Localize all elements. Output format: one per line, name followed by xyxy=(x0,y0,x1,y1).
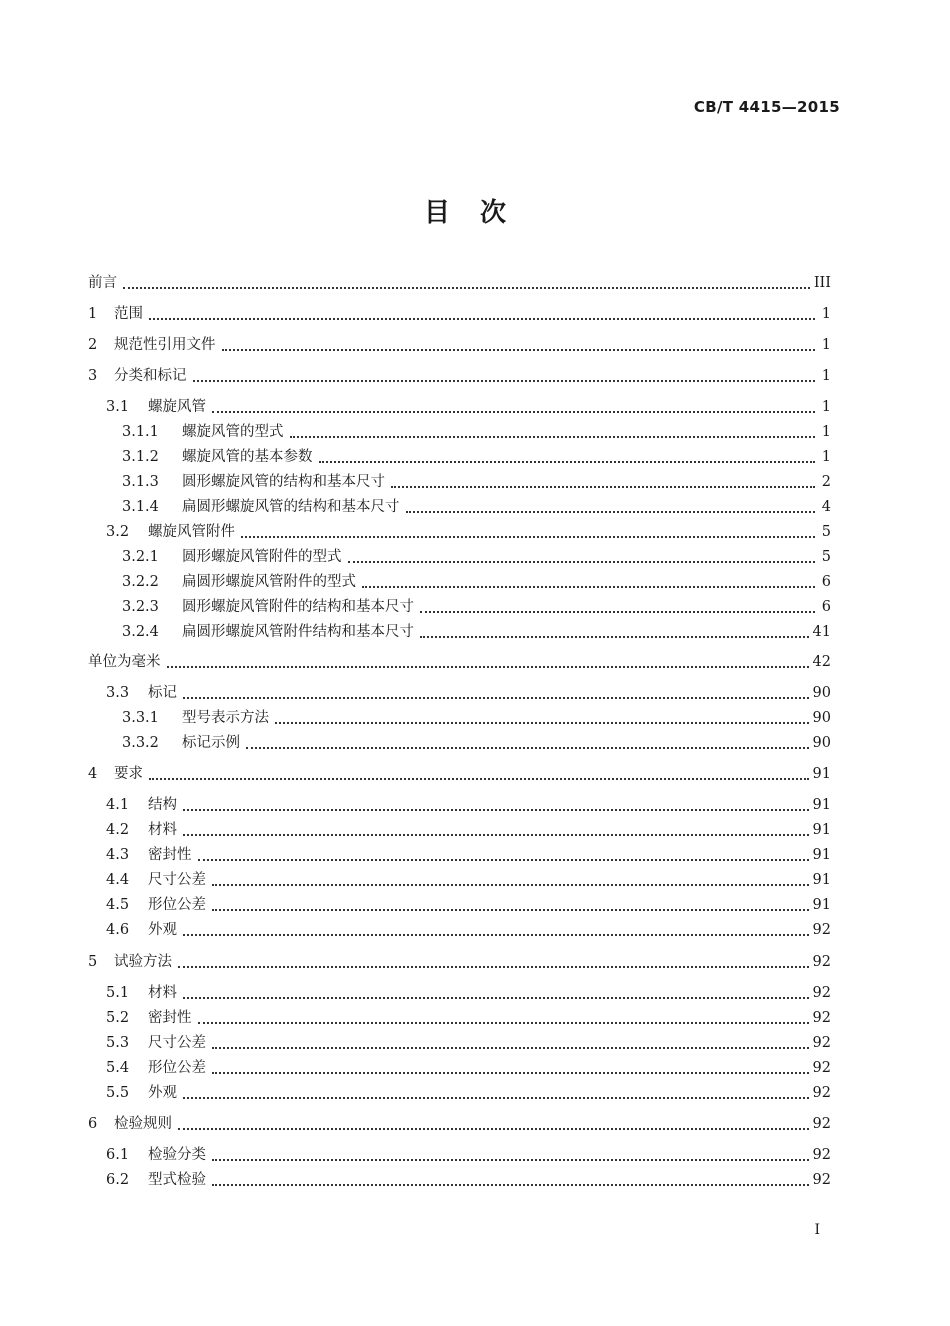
toc-entry[interactable] xyxy=(88,569,831,592)
toc-entry[interactable] xyxy=(88,842,831,865)
dot-leader xyxy=(420,621,809,638)
toc-entry-label: 螺旋风管 xyxy=(148,398,206,415)
toc-entry[interactable] xyxy=(88,730,831,753)
toc-entry-page: 4 xyxy=(821,498,831,515)
toc-entry[interactable] xyxy=(88,892,831,915)
toc-entry-label: 结构 xyxy=(148,796,177,813)
toc-entry[interactable] xyxy=(88,519,831,542)
toc-entry-page: 1 xyxy=(821,448,831,465)
toc-entry-label: 密封性 xyxy=(148,1009,192,1026)
toc-entry-number: 3.1.1 xyxy=(122,423,159,440)
toc-entry-page: 5 xyxy=(821,548,831,565)
dot-leader xyxy=(212,869,809,886)
dot-leader xyxy=(406,496,816,513)
toc-entry-number: 6.1 xyxy=(106,1146,130,1163)
toc-entry-number: 4.2 xyxy=(106,821,130,838)
dot-leader xyxy=(275,707,809,724)
toc-entry-page: 92 xyxy=(812,921,831,938)
dot-leader xyxy=(167,651,809,668)
toc-entry-page: 91 xyxy=(812,871,831,888)
dot-leader xyxy=(183,982,809,999)
dot-leader xyxy=(212,1032,809,1049)
toc-entry-number: 4.4 xyxy=(106,871,130,888)
toc-entry[interactable] xyxy=(88,680,831,703)
toc-entry-label: 分类和标记 xyxy=(114,367,187,384)
toc-entry-label: 圆形螺旋风管附件的结构和基本尺寸 xyxy=(182,598,414,615)
toc-entry[interactable] xyxy=(88,270,831,293)
toc-entry[interactable] xyxy=(88,1005,831,1028)
dot-leader xyxy=(212,396,815,413)
dot-leader xyxy=(319,446,816,463)
toc-entry-page: 92 xyxy=(812,1059,831,1076)
toc-entry-label: 材料 xyxy=(148,984,177,1001)
toc-entry-number: 4 xyxy=(88,765,98,782)
dot-leader xyxy=(391,471,815,488)
toc-entry-number: 3.2.1 xyxy=(122,548,159,565)
toc-entry-page: 92 xyxy=(812,1171,831,1188)
page-title: 目次 xyxy=(423,198,536,228)
toc-entry-label: 外观 xyxy=(148,921,177,938)
dot-leader xyxy=(183,794,809,811)
toc-entry-label: 螺旋风管附件 xyxy=(148,523,235,540)
toc-entry-number: 4.1 xyxy=(106,796,130,813)
toc-entry-number: 5.2 xyxy=(106,1009,130,1026)
dot-leader xyxy=(198,1007,809,1024)
toc-entry-number: 1 xyxy=(88,305,98,322)
toc-entry-label: 螺旋风管的型式 xyxy=(182,423,284,440)
toc-entry-page: 92 xyxy=(812,984,831,1001)
toc-entry[interactable] xyxy=(88,705,831,728)
toc-entry-number: 3.1.4 xyxy=(122,498,159,515)
toc-entry[interactable] xyxy=(88,444,831,467)
toc-entry[interactable] xyxy=(88,1080,831,1103)
toc-entry-page: 6 xyxy=(821,573,831,590)
toc-entry[interactable] xyxy=(88,301,831,324)
toc-entry-page: 5 xyxy=(821,523,831,540)
toc-entry-number: 3.2.3 xyxy=(122,598,159,615)
toc-entry[interactable] xyxy=(88,332,831,355)
toc-entry-number: 3.3.1 xyxy=(122,709,159,726)
toc-entry-label: 型号表示方法 xyxy=(182,709,269,726)
toc-entry-label: 范围 xyxy=(114,305,143,322)
toc-entry-number: 6 xyxy=(88,1115,98,1132)
toc-entry-label: 标记示例 xyxy=(182,734,240,751)
toc-entry-label: 检验分类 xyxy=(148,1146,206,1163)
toc-entry[interactable] xyxy=(88,649,831,672)
toc-entry[interactable] xyxy=(88,619,831,642)
toc-entry[interactable] xyxy=(88,1167,831,1190)
toc-entry-number: 3.2.4 xyxy=(122,623,159,640)
toc-entry-label: 外观 xyxy=(148,1084,177,1101)
toc-entry-number: 5 xyxy=(88,953,98,970)
toc-entry-label: 螺旋风管的基本参数 xyxy=(182,448,313,465)
toc-entry-page: 90 xyxy=(812,684,831,701)
toc-entry-page: 6 xyxy=(821,598,831,615)
toc-entry-page: 92 xyxy=(812,1084,831,1101)
dot-leader xyxy=(212,1144,809,1161)
page-number: I xyxy=(814,1222,820,1238)
toc-entry-number: 3.1 xyxy=(106,398,130,415)
toc-entry-page: 92 xyxy=(812,1115,831,1132)
toc-entry-page: 41 xyxy=(812,623,831,640)
toc-entry[interactable] xyxy=(88,1142,831,1165)
toc-entry[interactable] xyxy=(88,594,831,617)
toc-entry-label: 标记 xyxy=(148,684,177,701)
toc-entry-label: 扁圆形螺旋风管附件的型式 xyxy=(182,573,356,590)
toc-entry[interactable] xyxy=(88,980,831,1003)
toc-entry-page: 91 xyxy=(812,821,831,838)
dot-leader xyxy=(362,571,815,588)
dot-leader xyxy=(178,1113,809,1130)
toc-entry-label: 单位为毫米 xyxy=(88,653,161,670)
toc-entry-page: 91 xyxy=(812,796,831,813)
dot-leader xyxy=(212,1169,809,1186)
toc-entry-number: 3.3.2 xyxy=(122,734,159,751)
toc-entry-label: 扁圆形螺旋风管的结构和基本尺寸 xyxy=(182,498,400,515)
toc-entry-number: 4.3 xyxy=(106,846,130,863)
toc-entry-label: 检验规则 xyxy=(114,1115,172,1132)
toc-entry-page: 1 xyxy=(821,398,831,415)
toc-entry-number: 5.1 xyxy=(106,984,130,1001)
dot-leader xyxy=(212,894,809,911)
toc-entry-number: 6.2 xyxy=(106,1171,130,1188)
toc-entry-number: 3.3 xyxy=(106,684,130,701)
toc-entry-page: 92 xyxy=(812,1009,831,1026)
toc-entry-label: 材料 xyxy=(148,821,177,838)
toc-entry-label: 前言 xyxy=(88,274,117,291)
toc-entry-label: 圆形螺旋风管的结构和基本尺寸 xyxy=(182,473,385,490)
dot-leader xyxy=(183,919,809,936)
toc-entry-page: 90 xyxy=(812,734,831,751)
toc-entry-page: 1 xyxy=(821,336,831,353)
dot-leader xyxy=(193,365,816,382)
toc-entry[interactable] xyxy=(88,544,831,567)
toc-entry-number: 5.4 xyxy=(106,1059,130,1076)
toc-entry[interactable] xyxy=(88,1111,831,1134)
toc-entry[interactable] xyxy=(88,949,831,972)
toc-entry-label: 形位公差 xyxy=(148,1059,206,1076)
toc-entry[interactable] xyxy=(88,469,831,492)
toc-entry[interactable] xyxy=(88,817,831,840)
dot-leader xyxy=(348,546,816,563)
toc-entry-label: 要求 xyxy=(114,765,143,782)
toc-entry-number: 3.1.3 xyxy=(122,473,159,490)
toc-entry[interactable] xyxy=(88,867,831,890)
toc-entry[interactable] xyxy=(88,494,831,517)
toc-entry-label: 尺寸公差 xyxy=(148,1034,206,1051)
dot-leader xyxy=(246,732,809,749)
toc-entry-page: 92 xyxy=(812,1034,831,1051)
toc-entry-label: 密封性 xyxy=(148,846,192,863)
dot-leader xyxy=(178,951,809,968)
toc-entry[interactable] xyxy=(88,419,831,442)
toc-entry-page: 1 xyxy=(821,367,831,384)
dot-leader xyxy=(183,1082,809,1099)
toc-entry-number: 4.5 xyxy=(106,896,130,913)
dot-leader xyxy=(123,272,810,289)
dot-leader xyxy=(149,303,815,320)
dot-leader xyxy=(198,844,809,861)
toc-entry[interactable] xyxy=(88,761,831,784)
toc-entry-number: 3.2.2 xyxy=(122,573,159,590)
toc-entry-page: III xyxy=(813,274,831,291)
toc-entry-number: 3.2 xyxy=(106,523,130,540)
toc-entry-page: 91 xyxy=(812,765,831,782)
dot-leader xyxy=(212,1057,809,1074)
toc-entry-label: 形位公差 xyxy=(148,896,206,913)
toc-entry-number: 5.5 xyxy=(106,1084,130,1101)
toc-entry-page: 42 xyxy=(812,653,831,670)
toc-entry-label: 扁圆形螺旋风管附件结构和基本尺寸 xyxy=(182,623,414,640)
dot-leader xyxy=(183,819,809,836)
dot-leader xyxy=(149,763,809,780)
toc-entry-label: 圆形螺旋风管附件的型式 xyxy=(182,548,342,565)
toc-entry-label: 尺寸公差 xyxy=(148,871,206,888)
toc-entry[interactable] xyxy=(88,1030,831,1053)
toc-entry-label: 规范性引用文件 xyxy=(114,336,216,353)
toc-entry-label: 试验方法 xyxy=(114,953,172,970)
toc-entry-page: 91 xyxy=(812,896,831,913)
toc-entry-page: 92 xyxy=(812,953,831,970)
dot-leader xyxy=(420,596,815,613)
toc-entry[interactable] xyxy=(88,792,831,815)
standard-code: CB/T 4415—2015 xyxy=(693,98,840,116)
toc-entry[interactable] xyxy=(88,394,831,417)
toc-entry-page: 90 xyxy=(812,709,831,726)
toc-entry-number: 3.1.2 xyxy=(122,448,159,465)
toc-entry-page: 1 xyxy=(821,305,831,322)
toc-entry-label: 型式检验 xyxy=(148,1171,206,1188)
toc-entry[interactable] xyxy=(88,1055,831,1078)
toc-entry[interactable] xyxy=(88,363,831,386)
toc-entry-page: 1 xyxy=(821,423,831,440)
toc-entry-page: 92 xyxy=(812,1146,831,1163)
toc-entry-number: 2 xyxy=(88,336,98,353)
toc-entry-page: 91 xyxy=(812,846,831,863)
toc-entry-number: 5.3 xyxy=(106,1034,130,1051)
toc-entry-number: 4.6 xyxy=(106,921,130,938)
dot-leader xyxy=(222,334,816,351)
toc-entry[interactable] xyxy=(88,917,831,940)
toc-entry-page: 2 xyxy=(821,473,831,490)
toc-entry-number: 3 xyxy=(88,367,98,384)
dot-leader xyxy=(241,521,815,538)
dot-leader xyxy=(183,682,809,699)
dot-leader xyxy=(290,421,816,438)
